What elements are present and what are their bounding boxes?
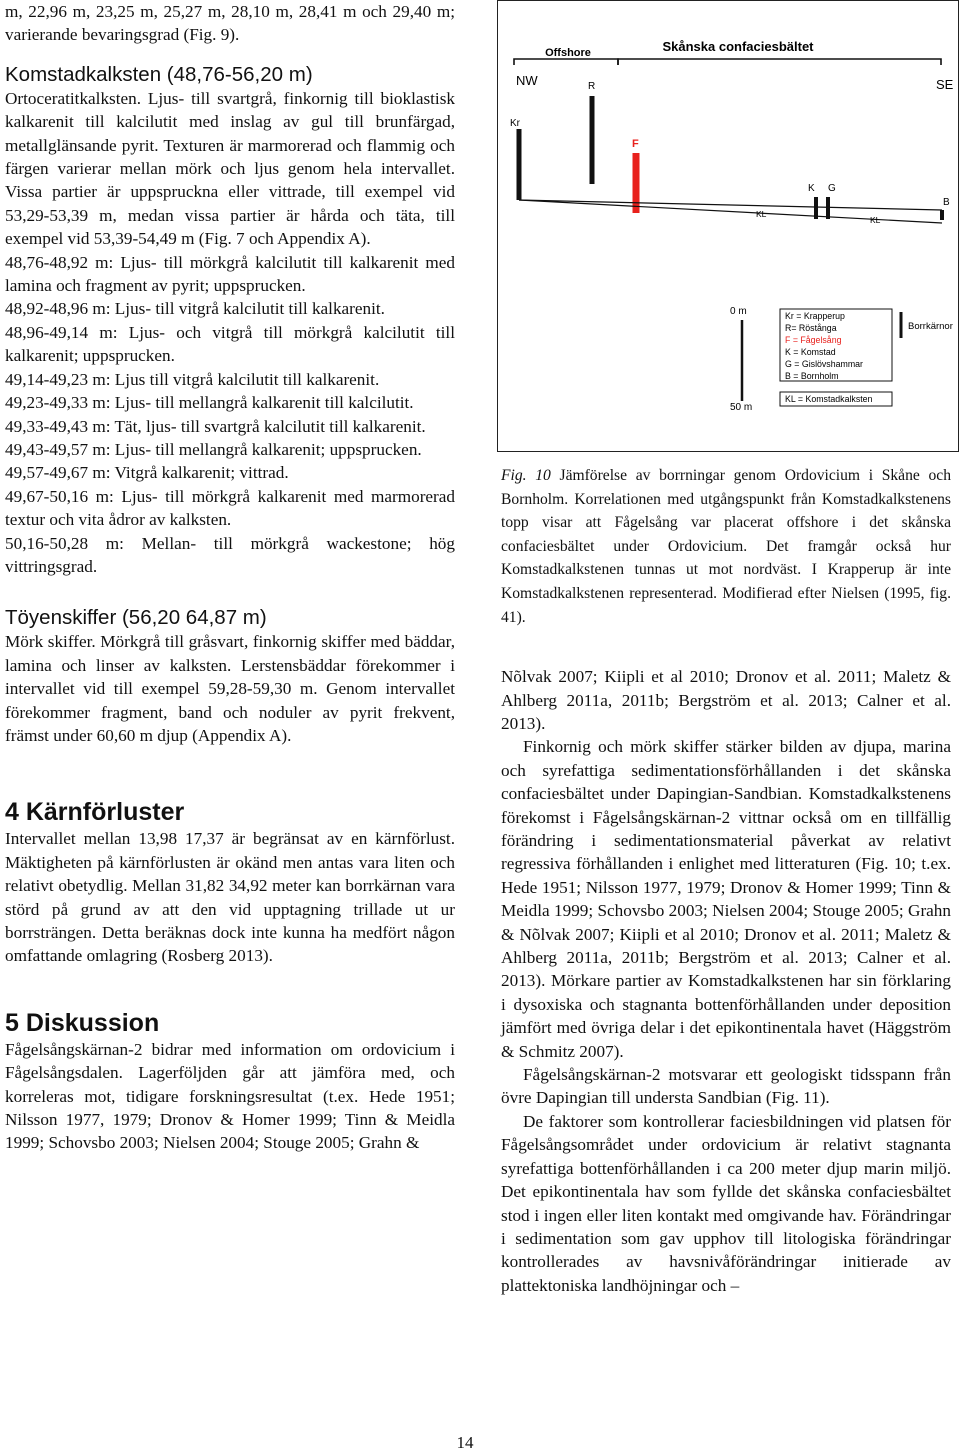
right-column xyxy=(501,458,951,1297)
legend-f: F = Fågelsång xyxy=(785,335,842,345)
caption-text: Jämförelse av borrningar genom Ordovicium i Skåne och Bornholm. Korrelationen med utgångspunkt från Komstadkalkstenens topp visar att Fågelsång var placerat offshore i det skånska confaciesbältet under Ordovicium. Det framgår också hur Komstadkalkstenen tunnas ut mot nordväst. I Krapperup är inte Komstadkalkstenen representerad. Modifierad efter Nielsen (1995, fig. 41). xyxy=(501,467,952,626)
paragraph-komstadkalksten: Ortoceratitkalksten. Ljus- till svartgrå, finkornig till bioklastisk kalkarenit till kalcilutit med inslag av gul till brunfärgad, metallglänsande pyrit. Texturen är marmorerad och flammig och färgen varierar mellan mörk och ljus genom hela intervallet. Vissa partier är uppspruckna eller vittrade, till exempel vid 53,29-53,39 m, medan vissa partier är hårda och täta, till exempel vid 53,39-54,49 m (Fig. 7 och Appendix A). xyxy=(5,88,455,249)
heading-toyenskiffer: Töyenskiffer (56,20 64,87 m) xyxy=(5,606,267,630)
scale-bottom-label: 50 m xyxy=(730,402,753,413)
paragraph-continued: m, 22,96 m, 23,25 m, 25,27 m, 28,10 m, 28,41 m och 29,40 m; varierande bevaringsgrad (Fig. 9). xyxy=(5,2,455,45)
entry-9: 49,67-50,16 m: Ljus- till mörkgrå kalkarenit med marmorerad textur och vita ådror av kalksten. xyxy=(5,486,455,530)
correlation-top xyxy=(519,200,942,210)
paragraph-karnforluster: Intervallet mellan 13,98 17,37 är begränsat av en kärnförlust. Mäktigheten på kärnförlusten är okänd men antas vara liten och relativt obetydlig. Mellan 31,82 34,92 meter kan borrkärnan vara störd på grund av att den vid upptagning trillade ut ur borrsträngen. Detta beräknas dock inte kunna ha medfört någon omfattande omlagring (Rosberg 2013). xyxy=(5,829,455,966)
legend-r: R= Röstånga xyxy=(785,323,837,333)
entry-6: 49,33-49,43 m: Tät, ljus- till svartgrå kalcilutit till kalkarenit. xyxy=(5,416,426,436)
heading-karnforluster: 4 Kärnförluster xyxy=(5,798,185,827)
legend-k: K = Komstad xyxy=(785,347,836,357)
entry-2: 48,92-48,96 m: Ljus- till vitgrå kalcilutit till kalkarenit. xyxy=(5,299,385,319)
kl-label-left: KL xyxy=(756,209,767,219)
legend-kr: Kr = Krapperup xyxy=(785,311,845,321)
legend-kl: KL = Komstadkalksten xyxy=(785,394,873,404)
paragraph-r2: Finkornig och mörk skiffer stärker bilden av djupa, marina och syrefattiga sedimentationsförhållanden i det skånska confaciesbältet under Dapingian-Sandbian. Komstadkalkstenens förekomst i Fågelsångskärnan-2 vittnar också om en tillfällig förändring i sedimentationsmaterial påverkat av relativt regressiva förhållanden i enlighet med litteraturen (Fig. 10; t.ex. Hede 1951; Nilsson 1977, 1979; Dronov & Homer 1999; Tinn & Meidla 1999; Schovsbo 2003; Nielsen 2004; Stouge 2005; Grahn & Nõlvak 2007; Kiipli et al 2010; Dronov et al. 2011; Maletz & Ahlberg 2011a, 2011b; Bergström et al. 2013; Calner et al. 2013). Mörkare partier av Komstadkalkstenen har sin förklaring i dysoxiska och stagnanta bottenförhållanden under deposition jämfört med övriga delar i det epikontinentala havet (Häggström & Schmitz 2007). xyxy=(501,737,951,1061)
paragraph-r3: Fågelsångskärnan-2 motsvarar ett geologiskt tidsspann från övre Dapingian till understa Sandbian (Fig. 11). xyxy=(501,1065,951,1108)
confacies-label: Skånska confaciesbältet xyxy=(662,39,814,54)
left-column xyxy=(5,0,455,1155)
entry-1: 48,76-48,92 m: Ljus- till mörkgrå kalcilutit till kalkarenit med lamina och fragment av pyrit; uppsprucken. xyxy=(5,252,455,296)
offshore-bracket xyxy=(514,59,618,65)
g-label: G xyxy=(828,183,836,194)
heading-komstadkalksten: Komstadkalksten (48,76-56,20 m) xyxy=(5,62,313,86)
b-label: B xyxy=(943,197,950,208)
entry-4: 49,14-49,23 m: Ljus till vitgrå kalcilutit till kalkarenit. xyxy=(5,369,380,389)
entry-10: 50,16-50,28 m: Mellan- till mörkgrå wackestone; hög vittringsgrad. xyxy=(5,533,455,576)
figure-caption xyxy=(501,464,951,629)
correlation-diagram xyxy=(498,1,960,453)
entry-5: 49,23-49,33 m: Ljus- till mellangrå kalkarenit till kalcilutit. xyxy=(5,393,414,413)
entry-8: 49,57-49,67 m: Vitgrå kalkarenit; vittrad. xyxy=(5,463,289,483)
kr-label: Kr xyxy=(510,118,520,129)
heading-diskussion: 5 Diskussion xyxy=(5,1008,160,1037)
paragraph-r4: De faktorer som kontrollerar faciesbildningen vid platsen för Fågelsångsområdet under ordovicium är relativt stagnanta syrefattiga bottenförhållanden i ca 200 meter djup marin miljö. Det epikontinentala hav som fyllde det skånska confaciesbältet stod i ingen eller liten kontakt med omgivande hav. Förändringar i sedimentation som gav upphov till litologiska förändringar kontrollerades av havsnivåförändringar initierade av plattektoniska landhöjningar och – xyxy=(501,1111,951,1295)
paragraph-toyenskiffer: Mörk skiffer. Mörkgrå till gråsvart, finkornig skiffer med bäddar, lamina och linser av kalksten. Lerstensbäddar förekommer i intervallet vid till exempel 59,28-59,30 m. Genom intervallet förekommer fragment, band och noduler av pyrit frekvent, främst under 60,60 m djup (Appendix A). xyxy=(5,632,455,745)
paragraph-r1: Nõlvak 2007; Kiipli et al 2010; Dronov et al. 2011; Maletz & Ahlberg 2011a, 2011b; Bergström et al. 2013; Calner et al. 2013). xyxy=(501,667,951,733)
offshore-label: Offshore xyxy=(545,47,591,59)
entry-3: 48,96-49,14 m: Ljus- och vitgrå till mörkgrå kalcilutit till kalkarenit; uppsprucken. xyxy=(5,322,455,366)
entry-7: 49,43-49,57 m: Ljus- till mellangrå kalkarenit; uppsprucken. xyxy=(5,439,422,459)
f-label: F xyxy=(632,138,639,150)
scale-top-label: 0 m xyxy=(730,306,747,317)
page-number: 14 xyxy=(456,1433,474,1452)
kl-label-right: KL xyxy=(870,215,881,225)
confacies-bracket xyxy=(618,59,941,65)
se-label: SE xyxy=(936,77,954,92)
borrkarnor-label: Borrkärnor xyxy=(908,321,953,332)
legend-g: G = Gislövshammar xyxy=(785,359,863,369)
caption-prefix: Fig. 10 xyxy=(501,467,551,484)
figure-10 xyxy=(497,0,959,452)
paragraph-diskussion: Fågelsångskärnan-2 bidrar med information om ordovicium i Fågelsångsdalen. Lagerföljden går att jämföra med, och korreleras mot, tidigare forskningsresultat (t.ex. Hede 1951; Nilsson 1977, 1979; Dronov & Homer 1999; Tinn & Meidla 1999; Schovsbo 2003; Nielsen 2004; Stouge 2005; Grahn & xyxy=(5,1039,455,1153)
legend-b: B = Bornholm xyxy=(785,371,839,381)
r-label: R xyxy=(588,81,596,92)
k-label: K xyxy=(808,183,815,194)
nw-label: NW xyxy=(516,73,538,88)
